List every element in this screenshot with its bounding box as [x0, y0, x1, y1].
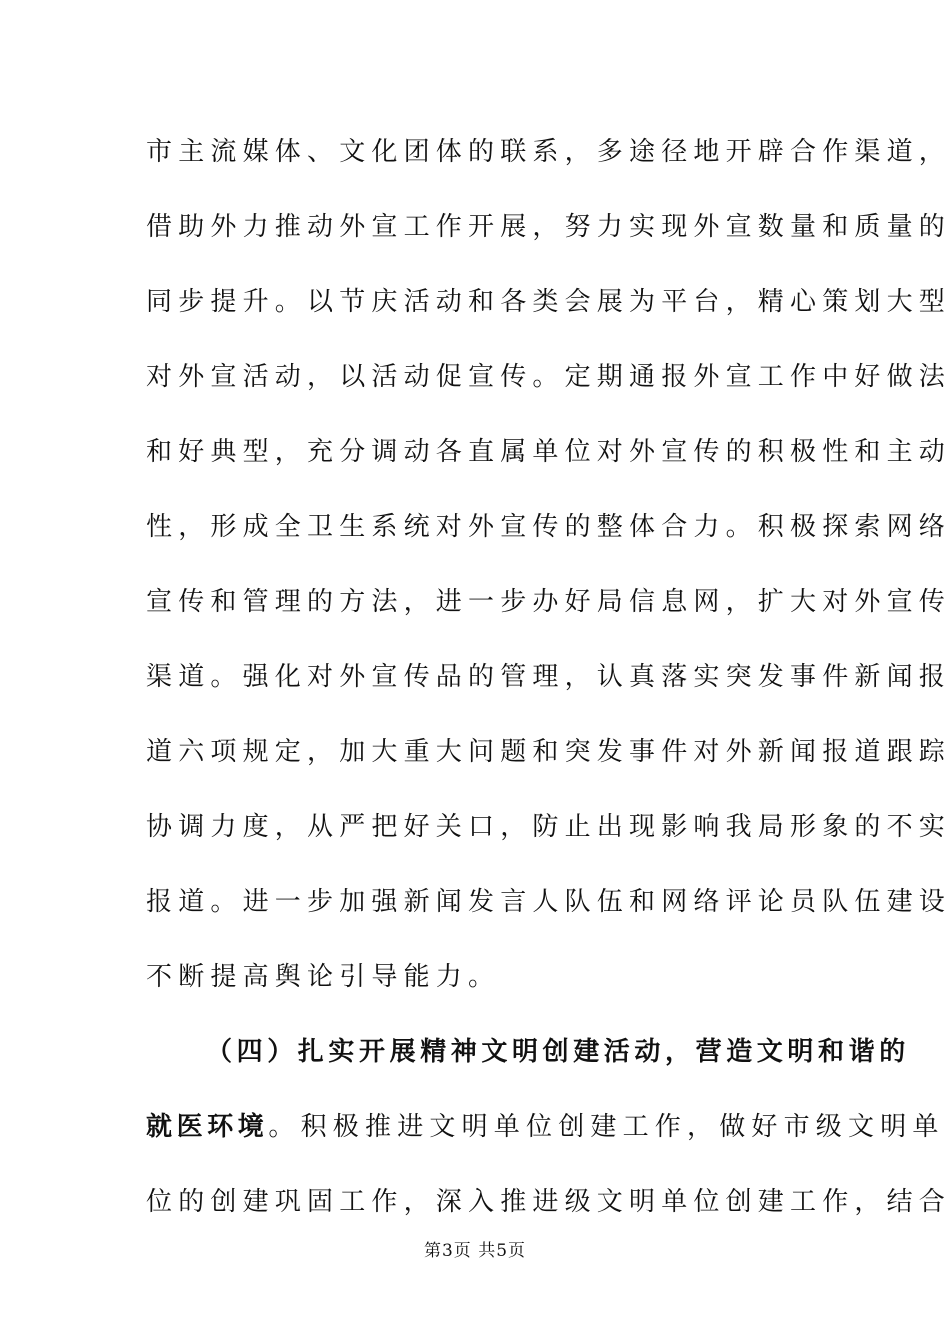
- paragraph-line-1: 市主流媒体、文化团体的联系，多途径地开辟合作渠道，: [146, 137, 951, 167]
- paragraph-line-9: 道六项规定，加大重大问题和突发事件对外新闻报道跟踪: [146, 737, 951, 767]
- paragraph-line-7: 宣传和管理的方法，进一步办好局信息网，扩大对外宣传: [146, 587, 951, 617]
- section-body-start: 。积极推进文明单位创建工作，做好市级文明单: [268, 1112, 945, 1142]
- paragraph-line-12: 不断提高舆论引导能力。: [146, 962, 501, 992]
- paragraph-line-11: 报道。进一步加强新闻发言人队伍和网络评论员队伍建设: [146, 887, 951, 917]
- section-heading: （四）扎实开展精神文明创建活动，营造文明和谐的: [206, 1037, 910, 1067]
- paragraph-line-3: 同步提升。以节庆活动和各类会展为平台，精心策划大型: [146, 287, 951, 317]
- paragraph-line-last: 位的创建巩固工作，深入推进级文明单位创建工作，结合: [146, 1187, 951, 1217]
- section-heading-end: 就医环境: [146, 1112, 269, 1142]
- paragraph-line-6: 性，形成全卫生系统对外宣传的整体合力。积极探索网络: [146, 512, 951, 542]
- paragraph-line-2: 借助外力推动外宣工作开展，努力实现外宣数量和质量的: [146, 212, 951, 242]
- section-heading-continuation-line: [146, 1109, 945, 1145]
- section-heading-line: [146, 1034, 910, 1070]
- paragraph-line-8: 渠道。强化对外宣传品的管理，认真落实突发事件新闻报: [146, 662, 951, 692]
- paragraph-line-5: 和好典型，充分调动各直属单位对外宣传的积极性和主动: [146, 437, 951, 467]
- paragraph-line-10: 协调力度，从严把好关口，防止出现影响我局形象的不实: [146, 812, 951, 842]
- page-footer: 第3页 共5页: [423, 1241, 527, 1261]
- paragraph-line-4: 对外宣活动，以活动促宣传。定期通报外宣工作中好做法: [146, 362, 951, 392]
